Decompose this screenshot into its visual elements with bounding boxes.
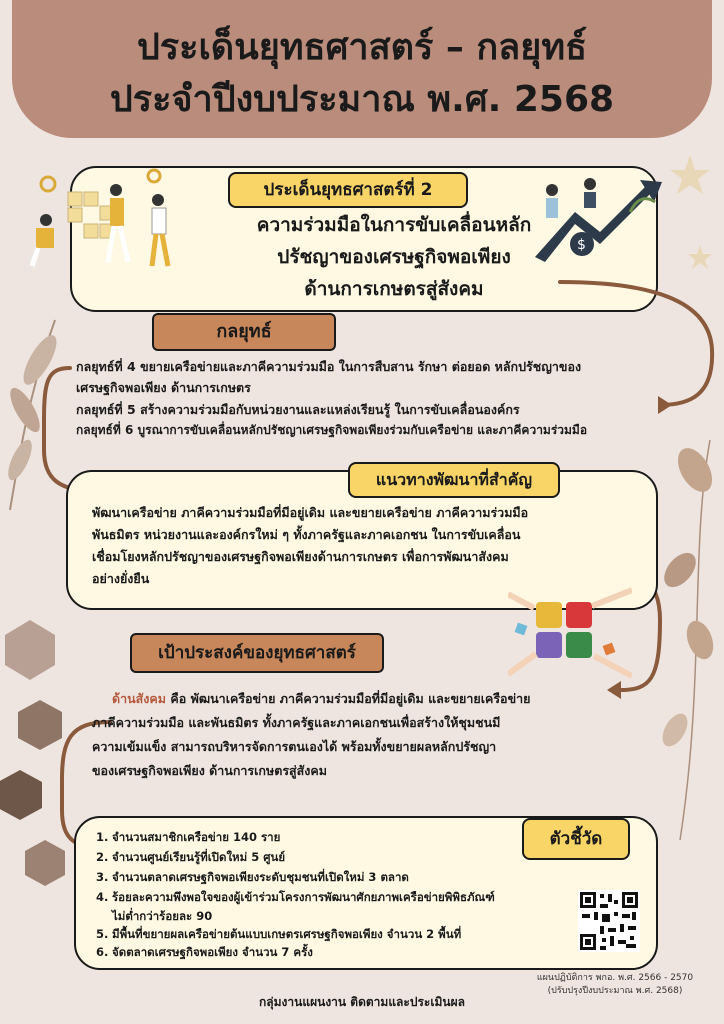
strategy-tag: กลยุทธ์ <box>152 313 336 351</box>
indicator-item: 1. จำนวนสมาชิกเครือข่าย 140 ราย <box>96 830 281 844</box>
guideline-line-2: พันธมิตร หน่วยงานและองค์กรใหม่ ๆ ทั้งภาครัฐและภาคเอกชน ในการขับเคลื่อน <box>92 527 521 542</box>
strategy-line-1: กลยุทธ์ที่ 4 ขยายเครือข่ายและภาคีความร่วมมือ ในการสืบสาน รักษา ต่อยอด หลักปรัชญาของ <box>76 359 582 374</box>
plan-note-line1: แผนปฏิบัติการ พกอ. พ.ศ. 2566 - 2570 <box>536 973 694 983</box>
header-title-line2: ประจำปีงบประมาณ พ.ศ. 2568 <box>109 79 615 120</box>
goal-line-2: ภาคีความร่วมมือ และพันธมิตร ทั้งภาครัฐและภาคเอกชนเพื่อสร้างให้ชุมชนมี <box>92 715 501 730</box>
svg-text:$: $ <box>577 237 586 253</box>
goal-line-4: ของเศรษฐกิจพอเพียง ด้านการเกษตรสู่สังคม <box>92 763 328 778</box>
indicator-item: ไม่ต่ำกว่าร้อยละ 90 <box>112 909 213 923</box>
strategy-line-2: เศรษฐกิจพอเพียง ด้านการเกษตร <box>76 380 251 395</box>
guideline-tag: แนวทางพัฒนาที่สำคัญ <box>348 462 560 498</box>
indicator-item: 6. จัดตลาดเศรษฐกิจพอเพียง จำนวน 7 ครั้ง <box>96 945 313 959</box>
strategy-line-4: กลยุทธ์ที่ 6 บูรณาการขับเคลื่อนหลักปรัชญาเศรษฐกิจพอเพียงร่วมกับเครือข่าย และภาคีความร่วมมือ <box>76 423 588 437</box>
puzzle-hands-illustration <box>508 584 632 680</box>
indicator-item: 4. ร้อยละความพึงพอใจของผู้เข้าร่วมโครงการพัฒนาศักยภาพเครือข่ายพิพิธภัณฑ์ <box>96 890 495 904</box>
indicator-item: 5. มีพื้นที่ขยายผลเครือข่ายต้นแบบเกษตรเศรษฐกิจพอเพียง จำนวน 2 พื้นที่ <box>96 927 462 941</box>
goal-line-3: ความเข้มแข็ง สามารถบริหารจัดการตนเองได้ พร้อมทั้งขยายผลหลักปรัชญา <box>92 739 497 754</box>
guideline-line-4: อย่างยั่งยืน <box>92 571 150 586</box>
indicator-item: 2. จำนวนศูนย์เรียนรู้ที่เปิดใหม่ 5 ศูนย์ <box>96 850 286 864</box>
issue-title-line1: ความร่วมมือในการขับเคลื่อนหลัก <box>256 214 532 236</box>
goal-highlight: ด้านสังคม <box>112 691 167 706</box>
strategy-line-3: กลยุทธ์ที่ 5 สร้างความร่วมมือกับหน่วยงานและแหล่งเรียนรู้ ในการขับเคลื่อนองค์กร <box>76 402 520 417</box>
qr-code[interactable] <box>578 890 640 952</box>
header-title-line1: ประเด็นยุทธศาสตร์ – กลยุทธ์ <box>136 27 588 68</box>
indicators-tag: ตัวชี้วัด <box>522 818 630 860</box>
goal-line-1 <box>112 688 530 709</box>
issue-tag: ประเด็นยุทธศาสตร์ที่ 2 <box>228 172 468 208</box>
guideline-line-3: เชื่อมโยงหลักปรัชญาของเศรษฐกิจพอเพียงด้านการเกษตร เพื่อการพัฒนาสังคม <box>92 549 509 564</box>
plan-note-line2: (ปรับปรุงปีงบประมาณ พ.ศ. 2568) <box>547 986 683 996</box>
footer-group: กลุ่มงานแผนงาน ติดตามและประเมินผล <box>259 995 465 1009</box>
goal-line-1-rest: คือ พัฒนาเครือข่าย ภาคีความร่วมมือที่มีอยู่เดิม และขยายเครือข่าย <box>166 691 531 706</box>
goal-tag: เป้าประสงค์ของยุทธศาสตร์ <box>130 633 384 673</box>
issue-title-line3: ด้านการเกษตรสู่สังคม <box>304 278 484 300</box>
guideline-line-1: พัฒนาเครือข่าย ภาคีความร่วมมือที่มีอยู่เดิม และขยายเครือข่าย ภาคีความร่วมมือ <box>92 505 529 520</box>
issue-title-line2: ปรัชญาของเศรษฐกิจพอเพียง <box>277 246 511 268</box>
indicator-item: 3. จำนวนตลาดเศรษฐกิจพอเพียงระดับชุมชนที่เปิดใหม่ 3 ตลาด <box>96 870 409 884</box>
